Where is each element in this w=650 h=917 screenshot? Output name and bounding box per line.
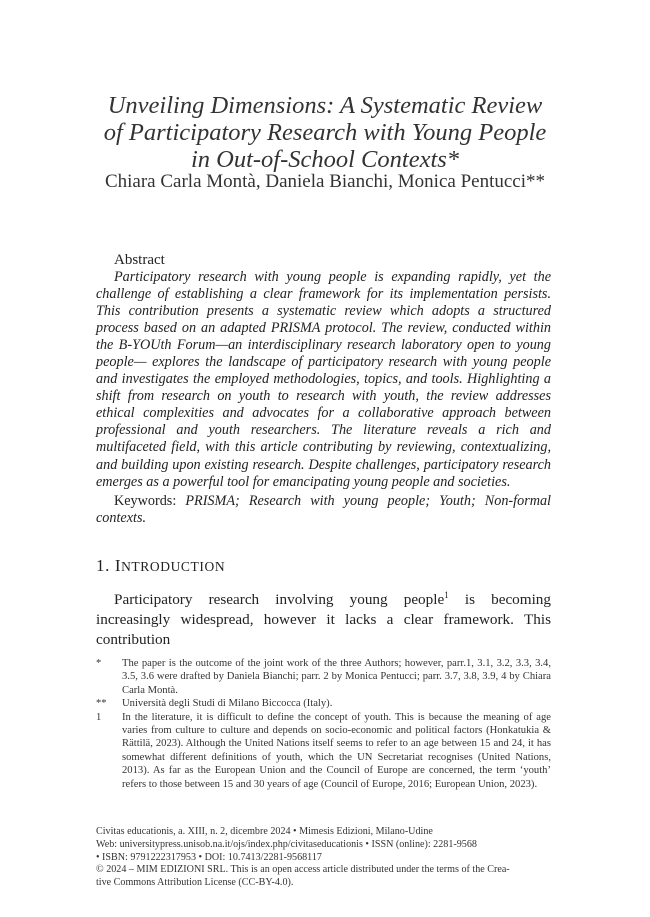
footnote-reference[interactable]: 1 (444, 589, 449, 600)
footnote-text: The paper is the outcome of the joint work of the three Authors; however, parr.1, 3.1, 3.2, 3.3, 3.4, 3.5, 3.6 were drafted by Daniela Bianchi; parr. 2 by Monica Pentucci; parr. 3.7, 3.8, 3.9, 4 by Chiara Carla Montà. (122, 658, 551, 696)
footnotes (96, 657, 551, 791)
section-title-initial: I (114, 556, 122, 575)
abstract-heading: Abstract (114, 252, 165, 268)
keywords-label: Keywords: (114, 493, 177, 509)
footnote-text: In the literature, it is difficult to define the concept of youth. This is because the meaning of age varies from culture to culture and depends on socio-economic and political factors (Honkatukia & Rättilä, 2023). Although the United Nations itself seems to refer to an age between 15 and 24, it has somewhat different definitions of youth, which the UN Secretariat recognises (United Nations, 2013). As far as the European Union and the Council of Europe are concerned, the term ‘youth’ refers to those between 15 and 30 years of age (Council of Europe, 2016; European Union, 2023). (122, 711, 551, 790)
intro-paragraph (96, 590, 551, 650)
footnote-mark: 1 (96, 711, 102, 723)
imprint-line: • ISBN: 9791222317953 • DOI: 10.7413/2281-9568117 (96, 851, 322, 863)
footnote-mark: ** (96, 698, 107, 710)
section-heading (96, 556, 225, 576)
footnote-text: Università degli Studi di Milano Biccocca (Italy). (122, 698, 333, 710)
publication-imprint (96, 826, 566, 890)
section-title (115, 556, 225, 575)
intro-text-before: Participatory research involving young people (114, 591, 445, 608)
title-line: of Participatory Research with Young People (103, 119, 547, 146)
imprint-line: tive Commons Attribution License (CC-BY-4.0). (96, 877, 294, 889)
title-line: in Out-of-School Contexts* (190, 146, 460, 173)
title-line: Unveiling Dimensions: A Systematic Review (107, 92, 543, 119)
abstract-text: Participatory research with young people is expanding rapidly, yet the challenge of establishing a clear framework for its implementation persists. This contribution presents a systematic review which adopts a structured process based on an adapted PRISMA protocol. The review, conducted within the B-YOUth Forum—an interdisciplinary research laboratory open to young people— explores the landscape of participatory research with young people and investigates the employed methodologies, topics, and tools. Highlighting a shift from research on youth to research with youth, the review addresses ethical complexities and advocates for a collaborative approach between professional and youth researchers. The literature reveals a rich and multifaceted field, with this article contributing by reviewing, contextualizing, and building upon existing research. Despite challenges, participatory research emerges as a powerful tool for emancipating young people and societies. (96, 269, 551, 490)
imprint-line: Web: universitypress.unisob.na.it/ojs/index.php/civitaseducationis • ISSN (online): 2281-9568 (96, 838, 477, 850)
section-number: 1. (96, 556, 110, 575)
footnote (96, 711, 551, 791)
footnote (96, 697, 551, 710)
author-list: Chiara Carla Montà, Daniela Bianchi, Monica Pentucci** (104, 171, 546, 192)
keywords (96, 493, 551, 527)
footnote-mark: * (96, 658, 102, 669)
section-title-rest: NTRODUCTION (121, 559, 226, 574)
footnote (96, 657, 551, 697)
imprint-line: © 2024 – MIM EDIZIONI SRL. This is an open access article distributed under the terms of the Crea- (96, 864, 510, 876)
article-title (60, 92, 590, 173)
keywords-list: PRISMA; Research with young people; Youth; Non-formal contexts. (96, 493, 551, 527)
intro-text-after: is becoming increasingly widespread, however it lacks a clear framework. This contribution (96, 591, 551, 648)
imprint-line: Civitas educationis, a. XIII, n. 2, dicembre 2024 • Mimesis Edizioni, Milano-Udine (96, 826, 433, 837)
